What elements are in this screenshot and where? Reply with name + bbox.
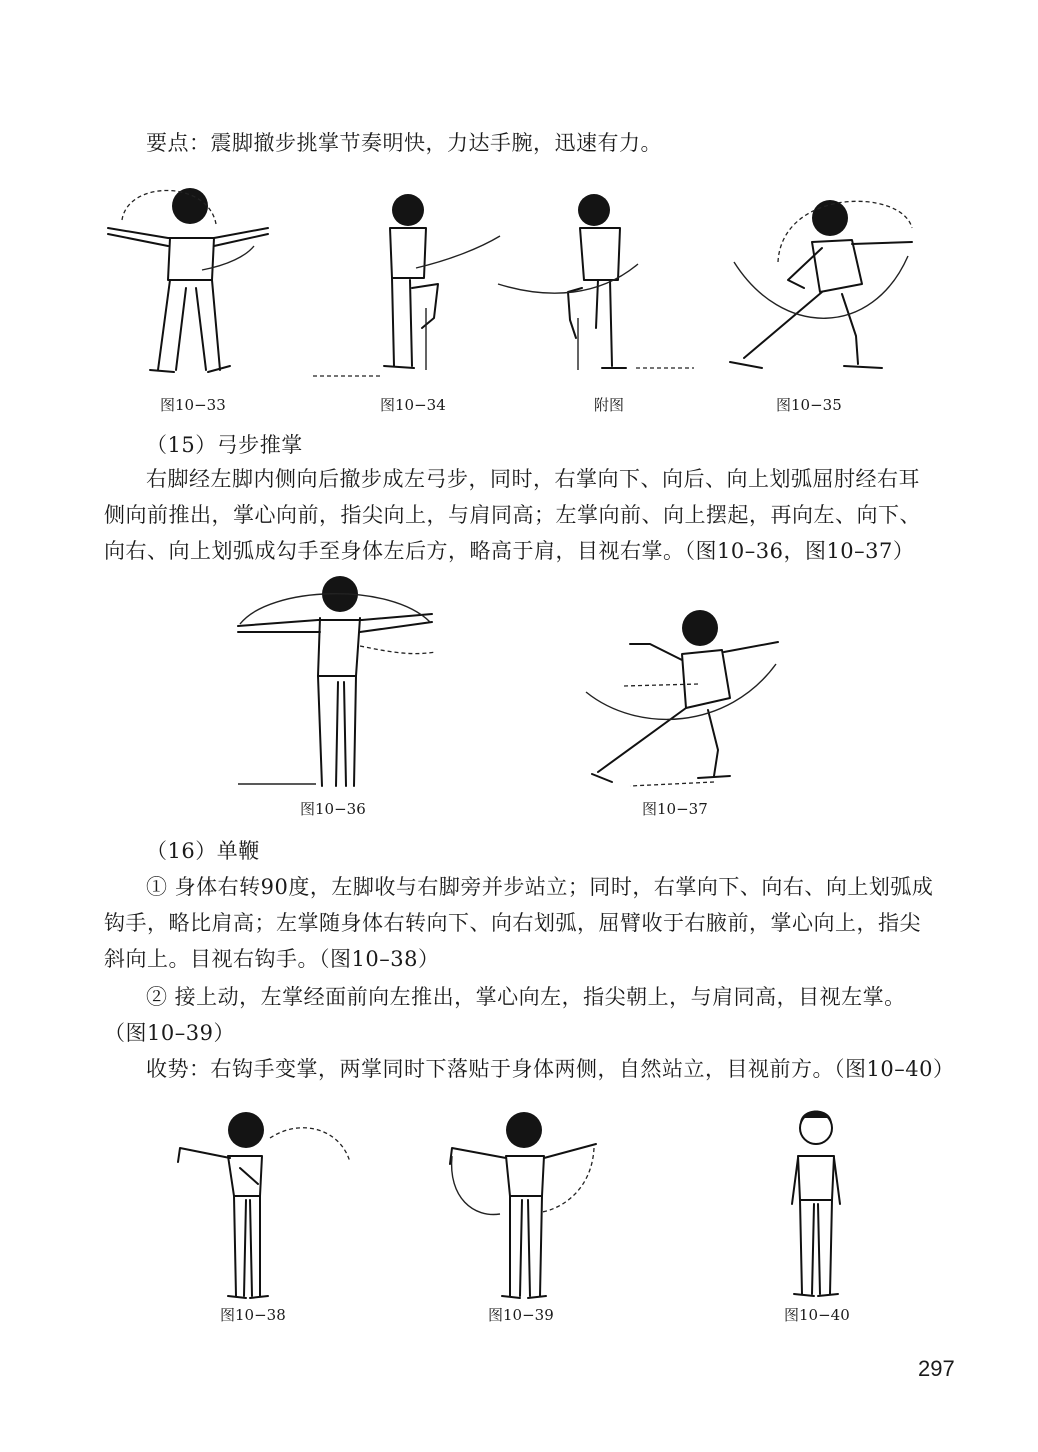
figure-10-39-illustration bbox=[444, 1108, 604, 1303]
figure-10-36-caption: 图10−36 bbox=[300, 800, 366, 818]
figure-10-40-caption: 图10−40 bbox=[784, 1306, 850, 1324]
figure-10-35-caption: 图10−35 bbox=[776, 396, 842, 414]
section-15-title: （15）弓步推掌 bbox=[146, 433, 303, 457]
figure-10-38-caption: 图10−38 bbox=[220, 1306, 286, 1324]
appended-figure-illustration bbox=[490, 188, 700, 383]
figure-10-34-illustration bbox=[300, 188, 515, 383]
figure-10-37-caption: 图10−37 bbox=[642, 800, 708, 818]
closing-text: 收势：右钩手变掌，两掌同时下落贴于身体两侧，自然站立，目视前方。（图10–40） bbox=[146, 1057, 955, 1081]
figure-10-35-illustration bbox=[722, 188, 927, 383]
section-15-para-line-3: 向右、向上划弧成勾手至身体左后方，略高于肩，目视右掌。（图10–36，图10–37） bbox=[104, 539, 915, 563]
section-16-para-line-3: 斜向上。目视右钩手。（图10–38） bbox=[104, 947, 440, 971]
figure-10-37-illustration bbox=[578, 604, 788, 794]
section-16-para-line-4: ② 接上动，左掌经面前向左推出，掌心向左，指尖朝上，与肩同高，目视左掌。 bbox=[146, 985, 906, 1009]
section-15-para-line-1: 右脚经左脚内侧向后撤步成左弓步，同时，右掌向下、向后、向上划弧屈肘经右耳 bbox=[146, 467, 920, 491]
figure-10-33-caption: 图10−33 bbox=[160, 396, 226, 414]
section-15-para-line-2: 侧向前推出，掌心向前，指尖向上，与肩同高；左掌向前、向上摆起，再向左、向下、 bbox=[104, 503, 921, 527]
figure-10-36-illustration bbox=[230, 572, 448, 797]
section-16-para-line-2: 钩手，略比肩高；左掌随身体右转向下、向右划弧，屈臂收于右腋前，掌心向上，指尖 bbox=[104, 911, 921, 935]
figure-10-33-illustration bbox=[98, 180, 278, 385]
figure-10-34-caption: 图10−34 bbox=[380, 396, 446, 414]
figure-10-38-illustration bbox=[170, 1108, 360, 1303]
section-16-title: （16）单鞭 bbox=[146, 839, 260, 863]
section-16-para-line-1: ① 身体右转90度，左脚收与右脚旁并步站立；同时，右掌向下、向右、向上划弧成 bbox=[146, 875, 934, 899]
figure-10-39-caption: 图10−39 bbox=[488, 1306, 554, 1324]
page-number: 297 bbox=[918, 1356, 955, 1381]
key-points-text: 要点：震脚撤步挑掌节奏明快，力达手腕，迅速有力。 bbox=[146, 131, 662, 155]
appended-figure-caption: 附图 bbox=[594, 396, 625, 414]
figure-10-40-illustration bbox=[776, 1104, 856, 1304]
section-16-para-line-5: （图10–39） bbox=[104, 1021, 235, 1045]
